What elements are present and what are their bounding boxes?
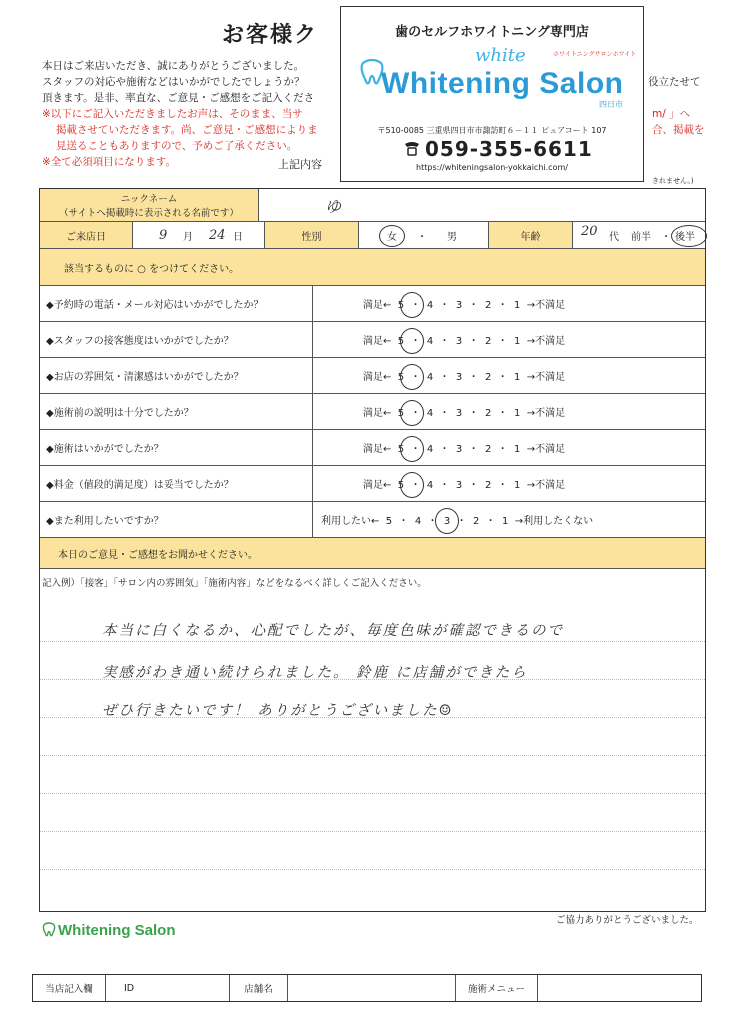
gender-label: 性別 xyxy=(264,222,358,248)
footer-logo xyxy=(42,922,176,939)
age-label: 年齢 xyxy=(488,222,572,248)
store-entry-label: 当店記入欄 xyxy=(45,984,93,995)
footer-logo-text: Whitening Salon xyxy=(58,922,176,939)
guide-line xyxy=(40,793,705,794)
age-second-half[interactable]: 後半 xyxy=(675,231,695,243)
question-row xyxy=(40,286,705,322)
scale-text: 満足← 5 ・ 4 ・ 3 ・ 2 ・ 1 →不満足 xyxy=(363,408,566,419)
comment-line: 本当に白くなるか、心配でしたが、毎度色味が確認できるので xyxy=(102,623,564,639)
answer-circle xyxy=(400,400,424,426)
rating-scale[interactable] xyxy=(312,394,705,429)
store-name-field[interactable] xyxy=(287,975,455,1001)
age-separator: ・ xyxy=(661,231,671,243)
answer-circle xyxy=(400,292,424,318)
question-row xyxy=(40,394,705,430)
rating-scale[interactable] xyxy=(312,430,705,465)
section-comment-header xyxy=(40,538,705,569)
notice-line-right: 合、掲載を xyxy=(652,124,705,136)
salon-url: https://whiteningsalon-yokkaichi.com/ xyxy=(416,163,568,172)
visit-day: 24 xyxy=(209,227,226,243)
notice-line: 見送ることもありますので、予めご了承ください。 xyxy=(56,140,298,152)
comment-line: 実感がわき通い続けられました。 鈴鹿 に店舗ができたら xyxy=(102,665,528,681)
store-name-label: 店舗名 xyxy=(229,975,287,1001)
tooth-icon xyxy=(42,922,56,938)
question-row xyxy=(40,430,705,466)
gender-female[interactable]: 女 xyxy=(387,231,397,243)
nickname-value: ゆ xyxy=(325,196,342,216)
answer-circle xyxy=(400,472,424,498)
age-field[interactable] xyxy=(572,222,705,248)
scale-text: 満足← 5 ・ 4 ・ 3 ・ 2 ・ 1 →不満足 xyxy=(363,372,566,383)
notice-line: 掲載させていただきます。尚、ご意見・ご感想によりま xyxy=(56,124,318,136)
visit-date-field[interactable] xyxy=(132,222,264,248)
guide-line xyxy=(40,869,705,870)
confirm-text: 上記内容 xyxy=(278,158,322,171)
menu-field[interactable] xyxy=(537,975,701,1001)
gender-field[interactable] xyxy=(358,222,488,248)
age-value: 20 xyxy=(581,224,598,239)
section-rating-title: 該当するものに ○ をつけてください。 xyxy=(64,263,240,275)
question-row xyxy=(40,358,705,394)
guide-line xyxy=(40,755,705,756)
age-first-half[interactable]: 前半 xyxy=(631,231,651,243)
intro-line: 頂きます。是非、率直な、ご意見・ご感想をご記入くださ xyxy=(42,92,315,104)
scale-text: 満足← 5 ・ 4 ・ 3 ・ 2 ・ 1 →不満足 xyxy=(363,336,566,347)
logo-script: white xyxy=(475,45,526,66)
answer-circle xyxy=(379,225,405,247)
answer-circle xyxy=(400,328,424,354)
survey-form xyxy=(39,188,706,912)
guide-line xyxy=(40,641,705,642)
salon-heading: 歯のセルフホワイトニング専門店 xyxy=(395,25,589,40)
day-unit: 日 xyxy=(233,231,243,243)
question-text: ◆お店の雰囲気・清潔感はいかがでしたか？ xyxy=(46,372,244,383)
answer-circle xyxy=(671,225,707,247)
notice-line-right: m/ 」へ xyxy=(652,108,691,120)
comment-line: ぜひ行きたいです！ ありがとうございました☺ xyxy=(102,703,454,719)
question-text: ◆スタッフの接客態度はいかがでしたか？ xyxy=(46,336,234,347)
logo-city: 四日市 xyxy=(599,100,623,109)
visit-row xyxy=(40,222,705,249)
age-unit: 代 xyxy=(609,231,619,243)
nickname-label: ニックネーム xyxy=(120,194,178,205)
gender-separator: ・ xyxy=(417,231,427,243)
section-rating-header xyxy=(40,249,705,286)
scale-text: 満足← 5 ・ 4 ・ 3 ・ 2 ・ 1 →不満足 xyxy=(363,300,566,311)
visit-label: ご来店日 xyxy=(40,222,132,248)
phone-icon xyxy=(403,141,421,157)
guide-line xyxy=(40,831,705,832)
scale-text: 利用したい← 5 ・ 4 ・ 3 ・ 2 ・ 1 →利用したくない xyxy=(321,516,594,527)
question-text: ◆予約時の電話・メール対応はいかがでしたか？ xyxy=(46,300,264,311)
notice-line: ※全て必須項目になります。 xyxy=(42,156,176,168)
id-label: ID xyxy=(105,975,229,1001)
question-text: ◆施術はいかがでしたか？ xyxy=(46,444,164,455)
logo-subtitle: ホワイトニングサロンホワイト xyxy=(553,51,637,58)
confirm-text-right: きれません。) xyxy=(652,177,694,185)
notice-line: ※以下にご記入いただきましたお声は、そのまま、当サ xyxy=(42,108,303,120)
nickname-sub: （サイトへ掲載時に表示される名前です） xyxy=(59,208,239,219)
question-row xyxy=(40,466,705,502)
intro-line: 本日はご来店いただき、誠にありがとうございました。 xyxy=(42,60,305,72)
scale-text: 満足← 5 ・ 4 ・ 3 ・ 2 ・ 1 →不満足 xyxy=(363,480,566,491)
rating-scale[interactable] xyxy=(312,322,705,357)
question-row xyxy=(40,322,705,358)
footer-thanks: ご協力ありがとうございました。 xyxy=(556,915,699,926)
question-row xyxy=(40,502,705,538)
logo-name: Whitening Salon xyxy=(381,67,624,100)
intro-line: スタッフの対応や施術などはいかがでしたでしょうか？ xyxy=(42,76,305,88)
salon-phone: 059-355-6611 xyxy=(425,137,593,161)
nickname-label-cell xyxy=(40,189,258,221)
rating-scale[interactable] xyxy=(312,502,705,537)
menu-label: 施術メニュー xyxy=(455,975,537,1001)
comment-example: 記入例）「接客」「サロン内の雰囲気」「施術内容」などをなるべく詳しくご記入ください。 xyxy=(42,578,427,589)
store-entry-table xyxy=(32,974,702,1002)
rating-scale[interactable] xyxy=(312,466,705,501)
nickname-field[interactable] xyxy=(258,189,705,221)
salon-address: 〒510-0085 三重県四日市市諏訪町６－１１ ピュアコート 107 xyxy=(377,126,607,135)
question-text: ◆施術前の説明は十分でしたか？ xyxy=(46,408,194,419)
scale-text: 満足← 5 ・ 4 ・ 3 ・ 2 ・ 1 →不満足 xyxy=(363,444,566,455)
answer-circle xyxy=(435,508,459,534)
question-text: ◆料金（値段的満足度）は妥当でしたか？ xyxy=(46,480,234,491)
page-title: お客様ク xyxy=(222,23,319,48)
nickname-row xyxy=(40,189,705,222)
rating-scale[interactable] xyxy=(312,286,705,321)
answer-circle xyxy=(400,364,424,390)
visit-month: 9 xyxy=(159,227,168,243)
question-text: ◆また利用したいですか？ xyxy=(46,516,164,527)
rating-scale[interactable] xyxy=(312,358,705,393)
answer-circle xyxy=(400,436,424,462)
salon-logo-card xyxy=(340,6,644,182)
comment-area[interactable] xyxy=(40,569,705,911)
gender-male[interactable]: 男 xyxy=(447,231,457,243)
month-unit: 月 xyxy=(183,231,193,243)
intro-line-right: 役立たせて xyxy=(648,76,701,88)
section-comment-title: 本日のご意見・ご感想をお聞かせください。 xyxy=(58,549,258,561)
